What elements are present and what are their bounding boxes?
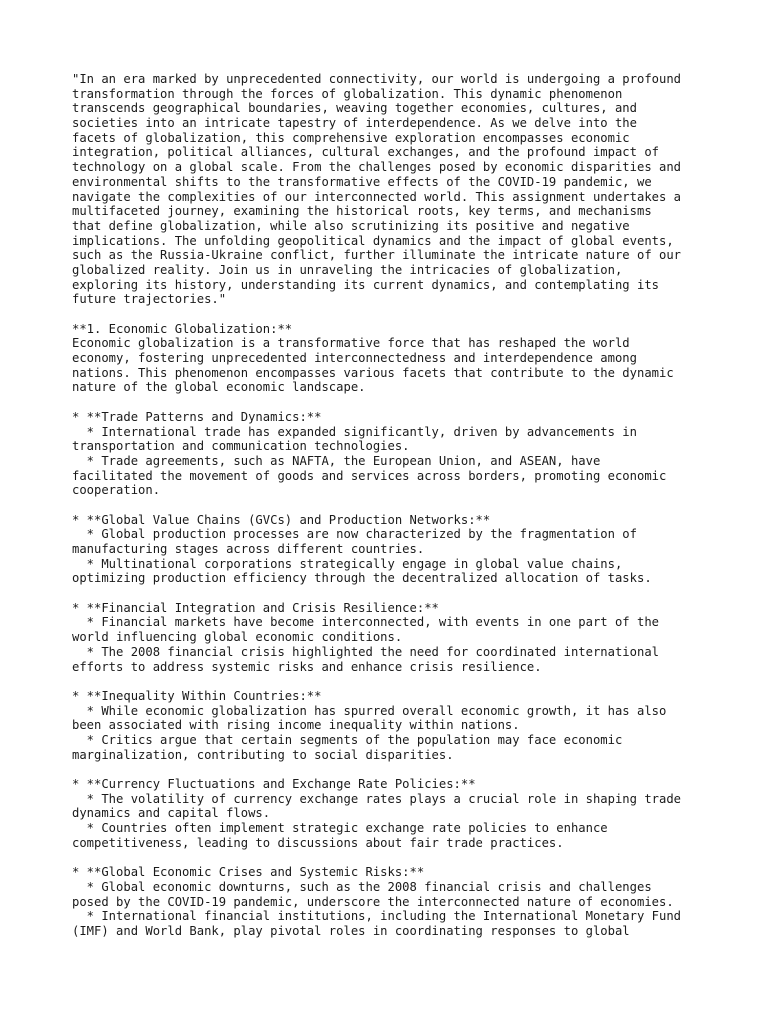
text-line bbox=[72, 762, 712, 777]
text-line: manufacturing stages across different countries. bbox=[72, 542, 425, 556]
text-line: nations. This phenomenon encompasses various facets that contribute to the dynamic bbox=[72, 365, 674, 380]
text-line: dynamics and capital flows. bbox=[72, 806, 271, 821]
text-line bbox=[72, 307, 712, 322]
text-line: **1. Economic Globalization:** bbox=[72, 321, 293, 336]
text-line: navigate the complexities of our interconnected world. This assignment undertakes a bbox=[72, 189, 682, 204]
text-line: * The volatility of currency exchange rates plays a crucial role in shaping trade bbox=[72, 791, 682, 806]
text-line: Economic globalization is a transformative force that has reshaped the world bbox=[72, 336, 630, 351]
text-line: such as the Russia-Ukraine conflict, further illuminate the intricate nature of our bbox=[72, 248, 682, 263]
text-line: marginalization, contributing to social disparities. bbox=[72, 747, 454, 762]
text-line: * International financial institutions, including the International Monetary Fund bbox=[72, 909, 682, 924]
text-line: facilitated the movement of goods and services across borders, promoting economic bbox=[72, 468, 667, 483]
text-line: * **Global Value Chains (GVCs) and Production Networks:** bbox=[72, 512, 491, 527]
text-line: efforts to address systemic risks and enhance crisis resilience. bbox=[72, 659, 542, 674]
text-line: globalized reality. Join us in unraveling the intricacies of globalization, bbox=[72, 262, 623, 277]
text-line: cooperation. bbox=[72, 483, 161, 498]
text-line: * The 2008 financial crisis highlighted the need for coordinated international bbox=[72, 644, 659, 659]
text-line: been associated with rising income inequality within nations. bbox=[72, 718, 520, 733]
text-line: technology on a global scale. From the challenges posed by economic disparities and bbox=[72, 160, 682, 175]
text-line: that define globalization, while also scrutinizing its positive and negative bbox=[72, 218, 630, 233]
text-line bbox=[72, 586, 712, 601]
text-line: * **Currency Fluctuations and Exchange Rate Policies:** bbox=[72, 777, 476, 791]
text-line: (IMF) and World Bank, play pivotal roles in coordinating responses to global bbox=[72, 923, 630, 938]
text-line: posed by the COVID-19 pandemic, underscore the interconnected nature of economies. bbox=[72, 894, 674, 909]
text-line: * **Global Economic Crises and Systemic Risks:** bbox=[72, 865, 425, 880]
text-line: * **Trade Patterns and Dynamics:** bbox=[72, 409, 322, 424]
text-line: * While economic globalization has spurred overall economic growth, it has also bbox=[72, 703, 667, 718]
text-line: nature of the global economic landscape. bbox=[72, 380, 366, 395]
text-line: transportation and communication technologies. bbox=[72, 439, 410, 454]
text-line: * Multinational corporations strategically engage in global value chains, bbox=[72, 556, 623, 571]
text-line: optimizing production efficiency through the decentralized allocation of tasks. bbox=[72, 571, 652, 586]
text-line: facets of globalization, this comprehensive exploration encompasses economic bbox=[72, 130, 630, 145]
text-line: * Countries often implement strategic exchange rate policies to enhance bbox=[72, 821, 608, 836]
text-line: * Global economic downturns, such as the 2008 financial crisis and challenges bbox=[72, 879, 652, 894]
text-line: * Critics argue that certain segments of the population may face economic bbox=[72, 732, 623, 747]
text-line: * **Financial Integration and Crisis Resilience:** bbox=[72, 600, 439, 615]
text-line: transformation through the forces of globalization. This dynamic phenomenon bbox=[72, 86, 623, 101]
text-line: societies into an intricate tapestry of interdependence. As we delve into the bbox=[72, 116, 637, 131]
text-line: future trajectories." bbox=[72, 292, 227, 307]
text-line bbox=[72, 850, 712, 865]
text-line: * Global production processes are now characterized by the fragmentation of bbox=[72, 527, 637, 542]
text-line: world influencing global economic conditions. bbox=[72, 630, 403, 645]
text-line: transcends geographical boundaries, weaving together economies, cultures, and bbox=[72, 101, 637, 116]
text-line: multifaceted journey, examining the historical roots, key terms, and mechanisms bbox=[72, 204, 652, 219]
text-line: exploring its history, understanding its current dynamics, and contemplating its bbox=[72, 277, 659, 292]
text-line: * **Inequality Within Countries:** bbox=[72, 688, 322, 703]
text-line: * International trade has expanded significantly, driven by advancements in bbox=[72, 424, 637, 439]
text-line: implications. The unfolding geopolitical dynamics and the impact of global events, bbox=[72, 233, 674, 248]
text-line: integration, political alliances, cultural exchanges, and the profound impact of bbox=[72, 145, 659, 160]
text-line: * Trade agreements, such as NAFTA, the European Union, and ASEAN, have bbox=[72, 453, 601, 468]
document-body bbox=[72, 72, 712, 939]
text-line bbox=[72, 674, 712, 689]
text-line: "In an era marked by unprecedented connectivity, our world is undergoing a profound bbox=[72, 72, 682, 86]
text-line bbox=[72, 395, 712, 410]
text-line: economy, fostering unprecedented interconnectedness and interdependence among bbox=[72, 351, 637, 366]
text-line bbox=[72, 498, 712, 513]
text-line: competitiveness, leading to discussions about fair trade practices. bbox=[72, 835, 564, 850]
text-line: environmental shifts to the transformative effects of the COVID-19 pandemic, we bbox=[72, 174, 652, 189]
text-line: * Financial markets have become interconnected, with events in one part of the bbox=[72, 615, 659, 630]
